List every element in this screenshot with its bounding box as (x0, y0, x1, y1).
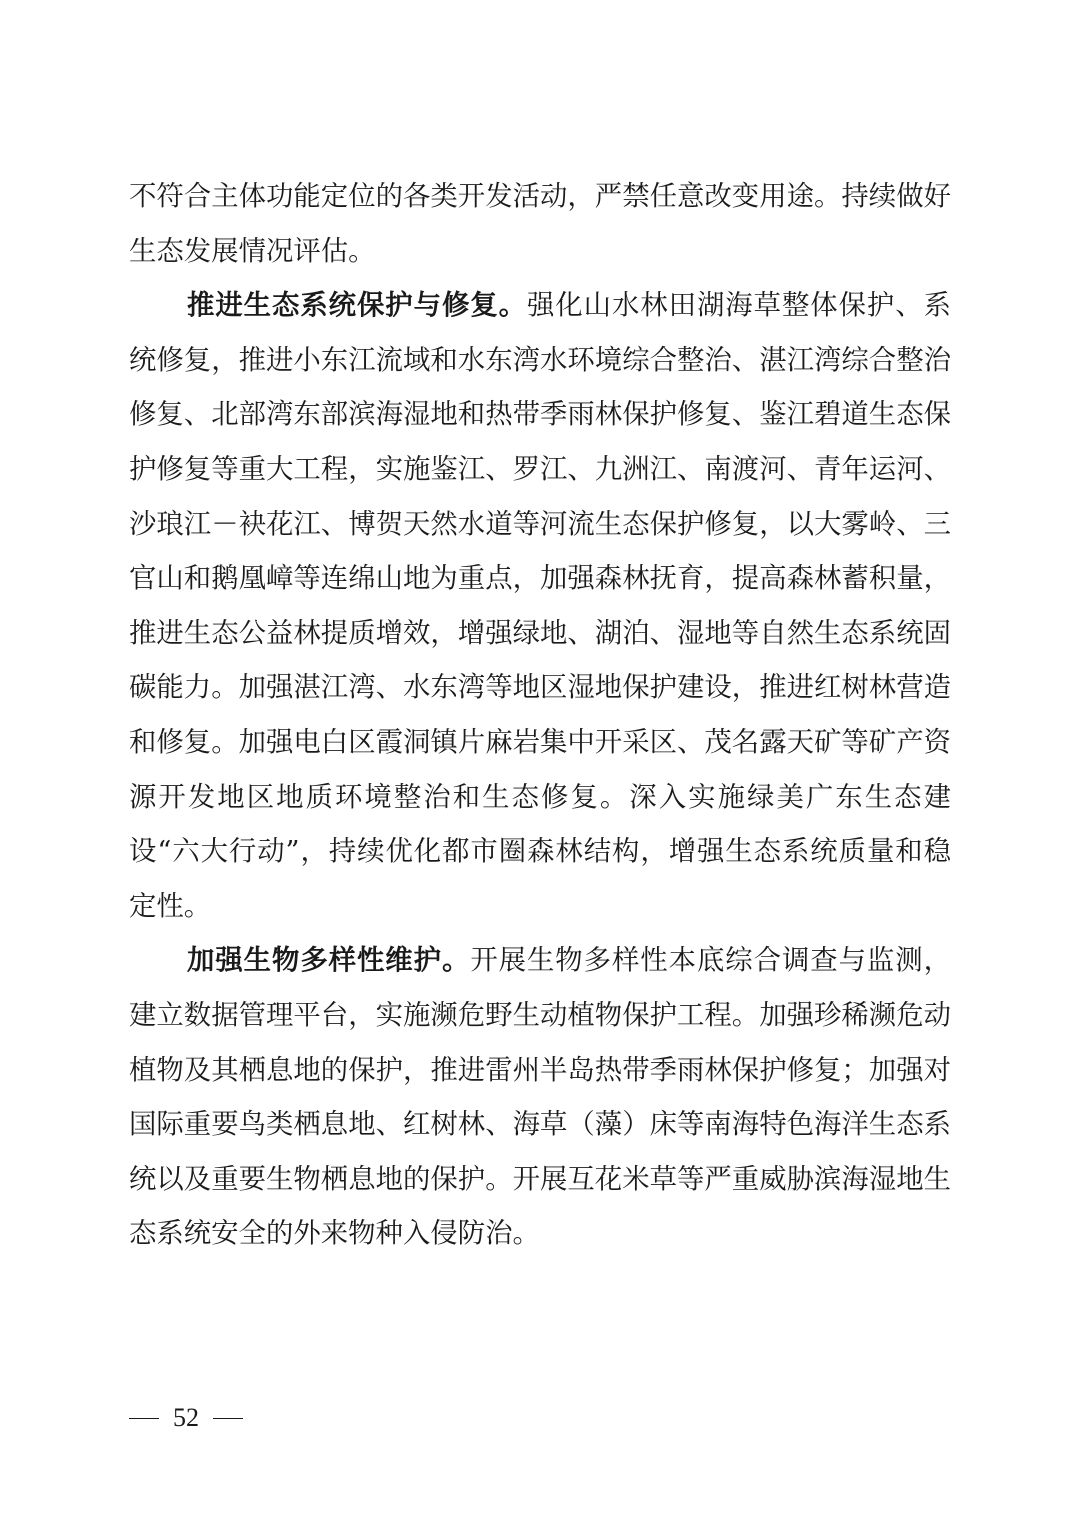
paragraph-continuation (129, 170, 951, 279)
paragraph-text: 强化山水林田湖海草整体保护、系统修复，推进小东江流域和水东湾水环境综合整治、湛江湾综合整治修复、北部湾东部滨海湿地和热带季雨林保护修复、鉴江碧道生态保护修复等重大工程，实施鉴江、罗江、九洲江、南渡河、青年运河、沙琅江－袂花江、博贺天然水道等河流生态保护修复，以大雾岭、三官山和鹅凰嶂等连绵山地为重点，加强森林抚育，提高森林蓄积量，推进生态公益林提质增效，增强绿地、湖泊、湿地等自然生态系统固碳能力。加强湛江湾、水东湾等地区湿地保护建设，推进红树林营造和修复。加强电白区霞洞镇片麻岩集中开采区、茂名露天矿等矿产资源开发地区地质环境整治和生态修复。深入实施绿美广东生态建设“六大行动”，持续优化都市圈森林结构，增强生态系统质量和稳定性。 (129, 290, 951, 922)
body-text (129, 170, 951, 1262)
paragraph-heading: 加强生物多样性维护。 (187, 945, 471, 977)
footer-dash-left (129, 1418, 159, 1419)
paragraph-text: 不符合主体功能定位的各类开发活动，严禁任意改变用途。持续做好生态发展情况评估。 (129, 181, 951, 267)
paragraph-biodiversity (129, 934, 951, 1262)
page-number: 52 (173, 1403, 199, 1432)
paragraph-ecosystem-restoration (129, 279, 951, 934)
page-footer (129, 1398, 243, 1438)
paragraph-heading: 推进生态系统保护与修复。 (187, 290, 527, 322)
paragraph-text: 开展生物多样性本底综合调查与监测，建立数据管理平台，实施濒危野生动植物保护工程。加强珍稀濒危动植物及其栖息地的保护，推进雷州半岛热带季雨林保护修复；加强对国际重要鸟类栖息地、红树林、海草（藻）床等南海特色海洋生态系统以及重要生物栖息地的保护。开展互花米草等严重威胁滨海湿地生态系统安全的外来物种入侵防治。 (129, 945, 951, 1250)
footer-dash-right (213, 1418, 243, 1419)
